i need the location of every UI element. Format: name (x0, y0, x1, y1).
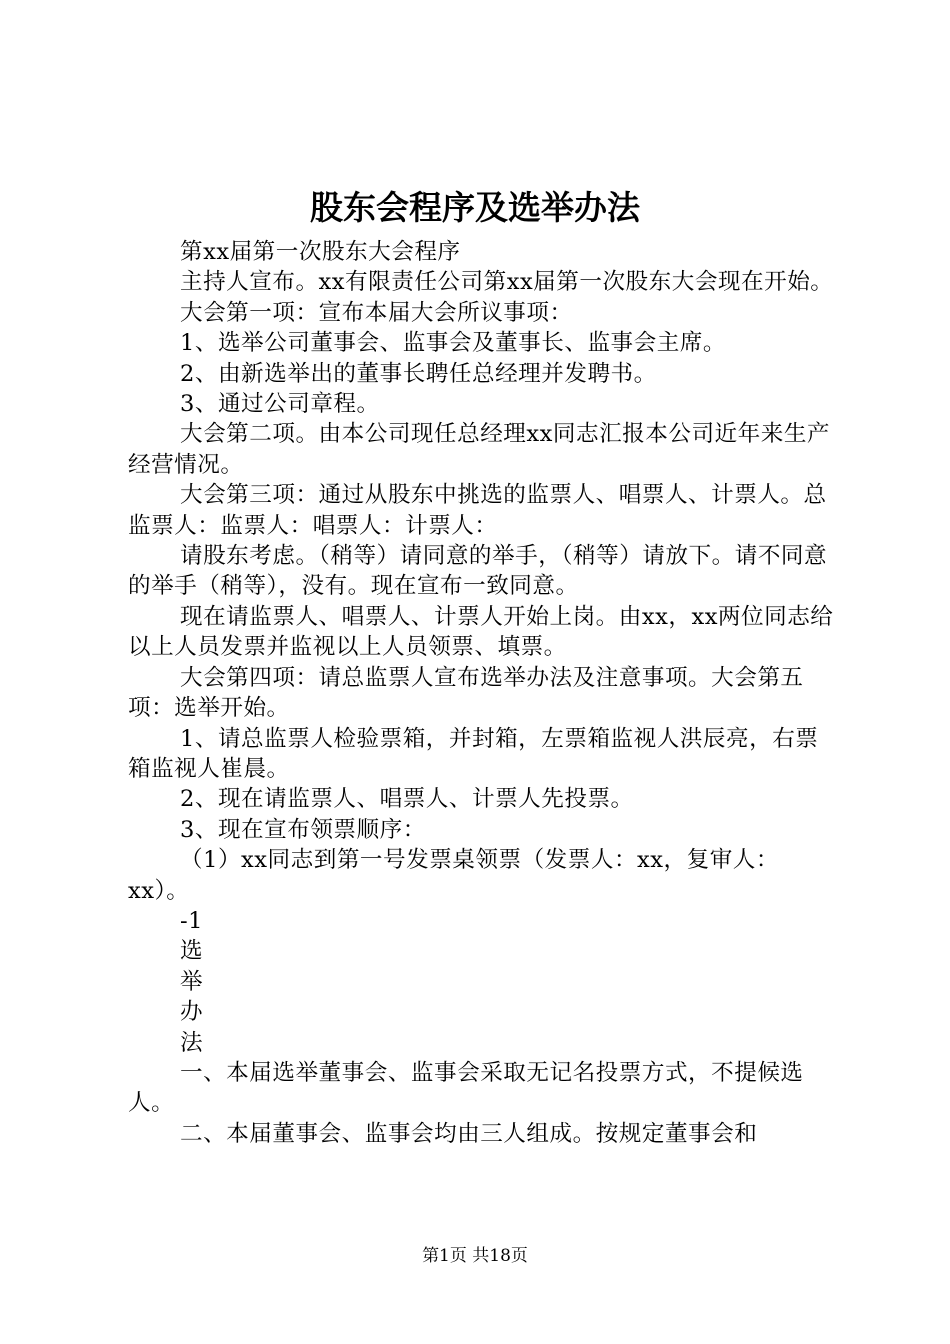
paragraph: 主持人宣布。xx有限责任公司第xx届第一次股东大会现在开始。 (180, 269, 834, 296)
paragraph: 第xx届第一次股东大会程序 (180, 239, 461, 265)
paragraph: 2、现在请监票人、唱票人、计票人先投票。 (180, 786, 634, 813)
paragraph: 1、选举公司董事会、监事会及董事长、监事会主席。 (180, 330, 727, 357)
paragraph: 请股东考虑。（稍等）请同意的举手，（稍等）请放下。请不同意的举手（稍等），没有。现在宣布一致同意。 (128, 543, 828, 600)
paragraph: 大会第三项：通过从股东中挑选的监票人、唱票人、计票人。总监票人：监票人：唱票人：计票人： (128, 482, 827, 539)
heading-char: 选 (180, 938, 204, 965)
paragraph: 大会第二项。由本公司现任总经理xx同志汇报本公司近年来生产经营情况。 (128, 421, 831, 478)
paragraph: （1）xx同志到第一号发票桌领票（发票人：xx，复审人：xx）。 (128, 847, 779, 904)
page-footer: 第1页 共18页 (422, 1246, 528, 1266)
heading-char: 办 (180, 999, 204, 1026)
paragraph: 现在请监票人、唱票人、计票人开始上岗。由xx，xx两位同志给以上人员发票并监视以上人员领票、填票。 (128, 603, 834, 661)
paragraph: 大会第一项：宣布本届大会所议事项： (180, 299, 573, 326)
paragraph: 1、请总监票人检验票箱，并封箱，左票箱监视人洪辰亮，右票箱监视人崔晨。 (128, 725, 819, 782)
paragraph: 二、本届董事会、监事会均由三人组成。按规定董事会和 (180, 1120, 758, 1147)
heading-char: 举 (180, 968, 204, 995)
paragraph: -1 (180, 907, 204, 934)
paragraph: 3、通过公司章程。 (180, 391, 380, 418)
heading-char: 法 (180, 1029, 204, 1056)
paragraph: 2、由新选举出的董事长聘任总经理并发聘书。 (180, 360, 657, 387)
paragraph: 3、现在宣布领票顺序： (180, 816, 426, 843)
document-title: 股东会程序及选举办法 (310, 188, 640, 227)
paragraph: 一、本届选举董事会、监事会采取无记名投票方式，不提候选人。 (128, 1059, 804, 1117)
paragraph: 大会第四项：请总监票人宣布选举办法及注意事项。大会第五项：选举开始。 (128, 664, 804, 722)
document-body (128, 237, 836, 1149)
